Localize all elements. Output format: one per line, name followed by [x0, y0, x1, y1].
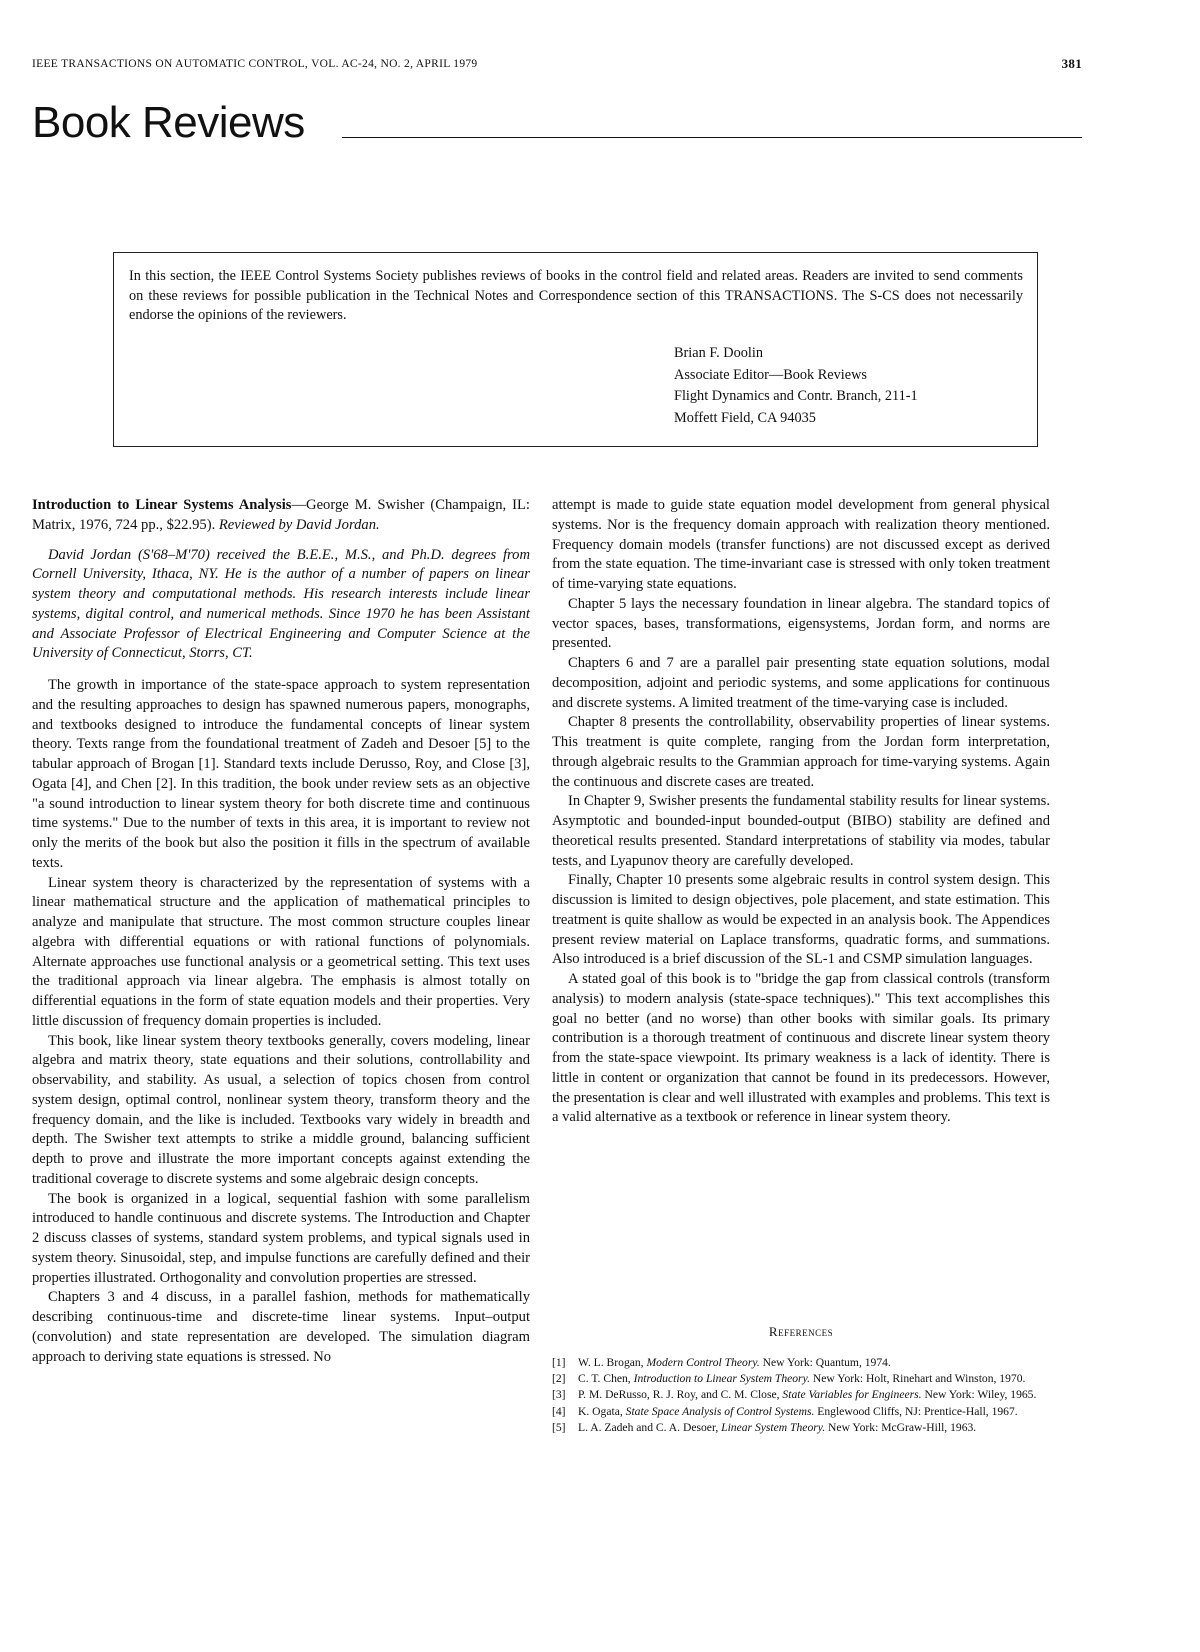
reference-authors: C. T. Chen, — [578, 1372, 634, 1386]
reference-item — [552, 1356, 1050, 1370]
reference-title: State Space Analysis of Control Systems. — [625, 1404, 815, 1418]
reference-title: State Variables for Engineers. — [782, 1388, 922, 1402]
left-column — [32, 496, 530, 1367]
paragraph: The growth in importance of the state-space approach to system representation and the resulting approaches to design has spawned numerous papers, monographs, and textbooks designed to introduce the fundamental concepts of linear system theory. Texts range from the foundational treatment of Zadeh and Desoer [5] to the tabular approach of Brogan [1]. Standard texts include Derusso, Roy, and Close [3], Ogata [4], and Chen [2]. In this tradition, the book under review sets as an objective "a sound introduction to linear system theory for both discrete time and continuous time systems." Due to the number of texts in this area, it is important to review not only the merits of the book but also the position it fills in the spectrum of available texts. — [32, 677, 530, 871]
paragraph: Finally, Chapter 10 presents some algebraic results in control system design. This discussion is limited to design objectives, pole placement, and state estimation. This treatment is quite shallow as would be expected in an analysis book. The Appendices present review material on Laplace transforms, quadratic forms, and summations. Also introduced is a brief discussion of the SL-1 and CSMP simulation languages. — [552, 872, 1050, 968]
reference-authors: L. A. Zadeh and C. A. Desoer, — [578, 1420, 722, 1434]
reference-number: [4] — [552, 1404, 566, 1418]
reference-publisher: New York: Holt, Rinehart and Winston, 1970. — [809, 1372, 1026, 1386]
intro-box — [113, 252, 1038, 447]
reference-item — [552, 1405, 1050, 1419]
reference-publisher: New York: Quantum, 1974. — [759, 1356, 891, 1369]
paragraph: Chapter 5 lays the necessary foundation in linear algebra. The standard topics of vector spaces, bases, transformations, eigensystems, Jordan form, and norms are presented. — [552, 595, 1050, 652]
references-title: References — [768, 1324, 834, 1339]
section-title: Book Reviews — [32, 98, 305, 147]
reference-number: [1] — [552, 1356, 566, 1369]
reference-number: [3] — [552, 1388, 566, 1402]
reference-item — [552, 1421, 1050, 1435]
paragraph: Linear system theory is characterized by the representation of systems with a linear mathematical structure and the application of mathematical principles to analyze and manipulate that structure. The most common structure couples linear algebra with differential equations or with rational functions of polynomials. Alternate approaches use functional analysis or a geometrical setting. This text uses the traditional approach via linear algebra. The emphasis is almost totally on differential equations in the form of state equation models and their properties. Very little discussion of frequency domain properties is included. — [32, 874, 530, 1029]
intro-text: In this section, the IEEE Control Systems Society publishes reviews of books in the control field and related areas. Readers are invited to send comments on these reviews for possible publication in the Technical Notes and Correspondence section of this TRANSACTIONS. The S-CS does not necessarily endorse the opinions of the reviewers. — [129, 268, 1023, 323]
page-number: 381 — [1061, 56, 1082, 71]
editor-signature — [674, 343, 918, 429]
paragraph: This book, like linear system theory textbooks generally, covers modeling, linear algebra and matrix theory, state equations and their solutions, controllability and observability, and stability. As usual, a selection of topics chosen from control system design, optimal control, nonlinear system theory, transform theory and the frequency domain, and the like is included. Textbooks vary widely in breadth and depth. The Swisher text attempts to strike a middle ground, balancing sufficient depth to prove and illustrate the more important concepts against extending the traditional coverage to discrete systems and some algebraic design concepts. — [32, 1032, 530, 1187]
reference-authors: K. Ogata, — [578, 1404, 626, 1418]
paragraph: The book is organized in a logical, sequential fashion with some parallelism introduced to handle continuous and discrete systems. The Introduction and Chapter 2 discuss classes of systems, standard system problems, and typical signals used in system theory. Sinusoidal, step, and impulse functions are carefully defined and their properties illustrated. Orthogonality and convolution properties are stressed. — [32, 1190, 530, 1286]
editor-branch: Flight Dynamics and Contr. Branch, 211-1 — [674, 388, 918, 404]
reference-title: Linear System Theory. — [721, 1420, 826, 1434]
reference-authors: W. L. Brogan, — [578, 1356, 647, 1369]
reviewed-by: Reviewed by David Jordan. — [218, 516, 380, 533]
reference-item — [552, 1388, 1050, 1402]
reference-number: [2] — [552, 1372, 566, 1386]
reference-item — [552, 1372, 1050, 1386]
paragraph: Chapters 3 and 4 discuss, in a parallel fashion, methods for mathematically describing continuous-time and discrete-time linear systems. Input–output (convolution) and state representation are developed. The simulation diagram approach to deriving state equations is stressed. No — [32, 1289, 530, 1365]
reference-number: [5] — [552, 1420, 566, 1434]
paragraph: A stated goal of this book is to "bridge the gap from classical controls (transform analysis) to modern analysis (state-space techniques)." This text accomplishes this goal no better (and no worse) than other books with similar goals. Its primary contribution is a thorough treatment of continuous and discrete linear system theory from the state-space viewpoint. Its primary weakness is a lack of identity. There is little in content or organization that cannot be found in its predecessors. However, the presentation is clear and well illustrated with examples and problems. This text is a valid alternative as a textbook or reference in linear system theory. — [552, 971, 1050, 1126]
review-heading — [32, 496, 530, 536]
editor-name: Brian F. Doolin — [674, 345, 764, 361]
paragraph: In Chapter 9, Swisher presents the fundamental stability results for linear systems. Asymptotic and bounded-input bounded-output (BIBO) stability are defined and theoretical results presented. Standard interpretations of stability via modes, tabular tests, and Lyapunov theory are carefully developed. — [552, 793, 1050, 869]
reference-title: Introduction to Linear System Theory. — [633, 1372, 810, 1386]
right-column — [552, 496, 1050, 1128]
book-publication: (Champaign, IL: Matrix, 1976, 724 pp., $22.95). — [32, 497, 530, 533]
journal-header: IEEE TRANSACTIONS ON AUTOMATIC CONTROL, VOL. AC-24, NO. 2, APRIL 1979 — [32, 58, 478, 70]
paragraph: Chapter 8 presents the controllability, observability properties of linear systems. This treatment is quite complete, ranging from the Jordan form interpretation, through algebraic results to the Grammian approach for time-varying systems. Again the continuous and discrete cases are treated. — [552, 714, 1050, 790]
reference-publisher: Englewood Cliffs, NJ: Prentice-Hall, 1967. — [814, 1404, 1018, 1418]
book-title: Introduction to Linear Systems Analysis — [32, 497, 292, 513]
reference-publisher: New York: Wiley, 1965. — [921, 1388, 1037, 1402]
title-rule — [342, 137, 1082, 138]
reference-title: Modern Control Theory. — [646, 1356, 760, 1369]
paragraph: Chapters 6 and 7 are a parallel pair presenting state equation solutions, modal decomposition, adjoint and periodic systems, and some applications for continuous and discrete systems. A limited treatment of the time-varying case is included. — [552, 655, 1050, 711]
book-author: —George M. Swisher — [291, 497, 425, 513]
reviewer-bio: David Jordan (S'68–M'70) received the B.E.E., M.S., and Ph.D. degrees from Cornell University, Ithaca, NY. He is the author of a number of papers on linear system theory and computational methods. His research interests include linear systems, digital control, and numerical methods. Since 1970 he has been Assistant and Associate Professor of Electrical Engineering and Computer Science at the University of Connecticut, Storrs, CT. — [32, 546, 530, 662]
running-header — [32, 56, 1082, 71]
references-list — [552, 1356, 1050, 1437]
reference-publisher: New York: McGraw-Hill, 1963. — [825, 1420, 977, 1434]
editor-title: Associate Editor—Book Reviews — [674, 366, 867, 383]
reference-authors: P. M. DeRusso, R. J. Roy, and C. M. Close, — [578, 1388, 783, 1402]
editor-address: Moffett Field, CA 94035 — [674, 409, 816, 426]
paragraph: attempt is made to guide state equation model development from general physical systems. Nor is the frequency domain approach with realization theory mentioned. Frequency domain models (transfer functions) are not discussed except as derived from the state equation. The time-invariant case is stressed with only token treatment of time-varying state equations. — [552, 497, 1050, 592]
